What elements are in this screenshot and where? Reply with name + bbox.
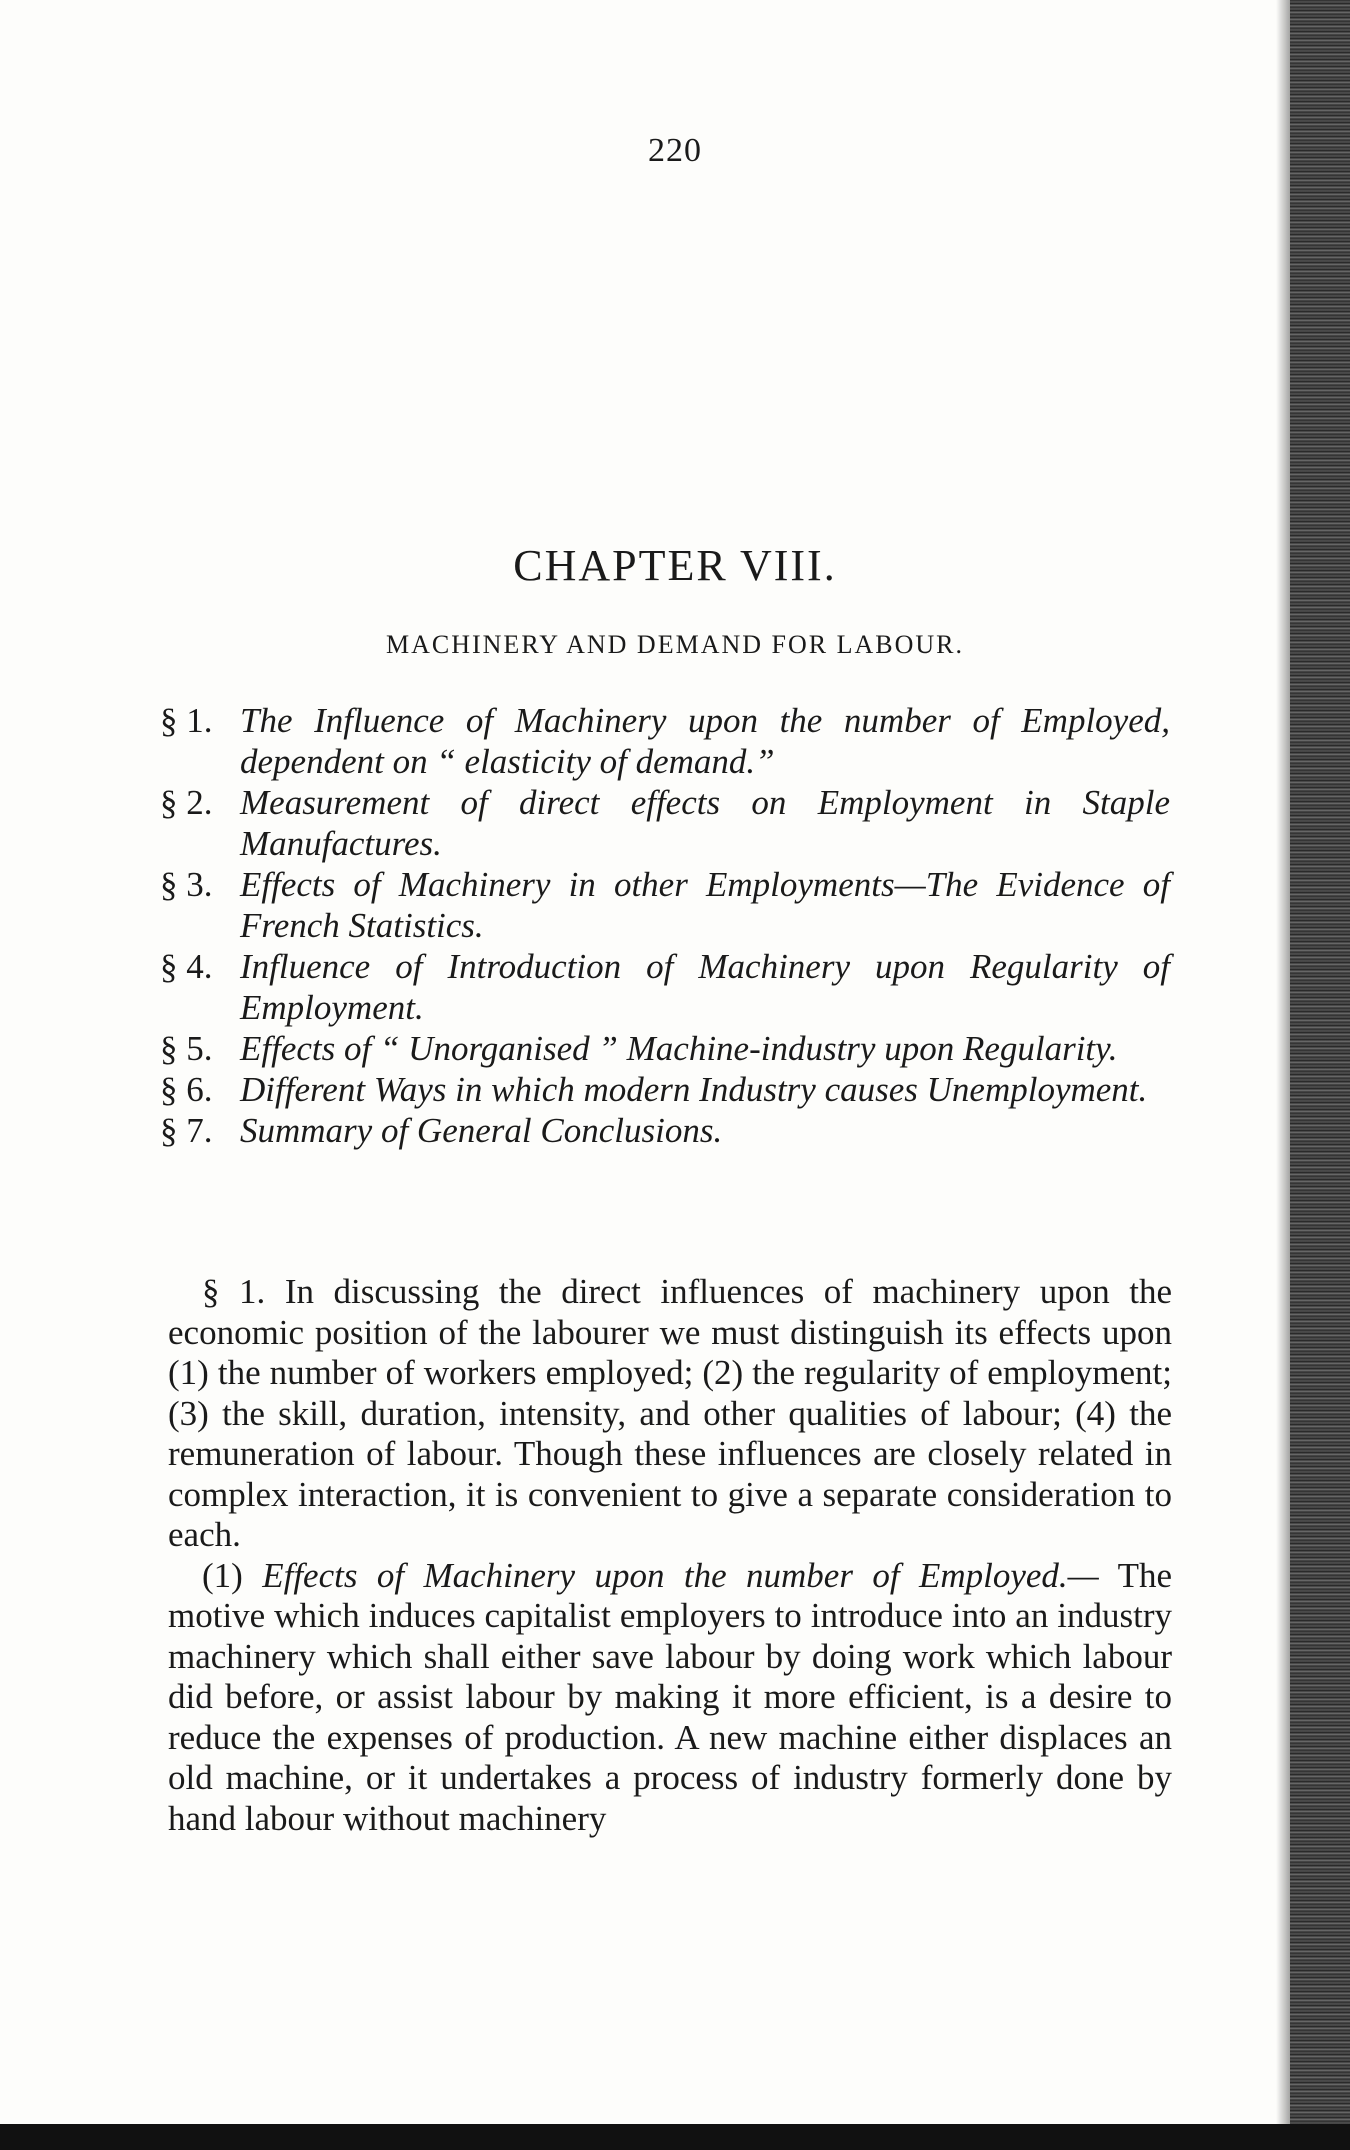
chapter-title: CHAPTER VIII. [513, 541, 837, 590]
body-text [168, 1272, 1172, 1839]
page-number: 220 [648, 132, 702, 169]
section-number: § 5. [160, 1029, 213, 1068]
section-number: § 1. [160, 701, 213, 740]
scan-edge-right [1290, 0, 1350, 2150]
section-title: Effects of “ Unorganised ” Machine-industry upon Regularity. [240, 1029, 1118, 1068]
contents-item [160, 1069, 1170, 1110]
section-number: § 2. [160, 783, 213, 822]
paragraph-2-lead: (1) [202, 1555, 243, 1595]
section-number: § 4. [160, 947, 213, 986]
chapter-contents [160, 700, 1170, 1151]
section-title: Different Ways in which modern Industry causes Unemployment. [240, 1070, 1148, 1109]
contents-item [160, 700, 1170, 782]
section-number: § 3. [160, 865, 213, 904]
scan-edge-bottom [0, 2124, 1350, 2150]
section-title: Influence of Introduction of Machinery upon Regularity of Employment. [240, 947, 1170, 1027]
contents-item [160, 946, 1170, 1028]
contents-item [160, 1110, 1170, 1151]
chapter-subtitle: MACHINERY AND DEMAND FOR LABOUR. [385, 630, 965, 659]
section-title: Summary of General Conclusions. [240, 1111, 723, 1150]
contents-item [160, 782, 1170, 864]
paragraph-2-text: The motive which induces capitalist employers to introduce into an industry machinery which shall either save labour by doing work which labour did before, or assist labour by making it more efficient, is a desire to reduce the expenses of production. A new machine either displaces an old machine, or it undertakes a process of industry formerly done by hand labour without machinery [168, 1555, 1172, 1838]
section-title: Measurement of direct effects on Employment in Staple Manufactures. [240, 783, 1170, 863]
section-number: § 7. [160, 1111, 213, 1150]
paragraph-1: § 1. In discussing the direct influences of machinery upon the economic position of the labourer we must distinguish its effects upon (1) the number of workers employed; (2) the regularity of employment; (3) the skill, duration, intensity, and other qualities of labour; (4) the remuneration of labour. Though these influences are closely related in complex interaction, it is convenient to give a separate consideration to each. [168, 1272, 1172, 1554]
section-title: The Influence of Machinery upon the number of Employed, dependent on “ elasticity of demand.” [240, 701, 1170, 781]
paragraph-2-heading: Effects of Machinery upon the number of Employed.— [262, 1555, 1099, 1595]
section-number: § 6. [160, 1070, 213, 1109]
paragraph-2 [168, 1556, 1172, 1840]
contents-item [160, 864, 1170, 946]
contents-item [160, 1028, 1170, 1069]
section-title: Effects of Machinery in other Employments—The Evidence of French Statistics. [240, 865, 1170, 945]
